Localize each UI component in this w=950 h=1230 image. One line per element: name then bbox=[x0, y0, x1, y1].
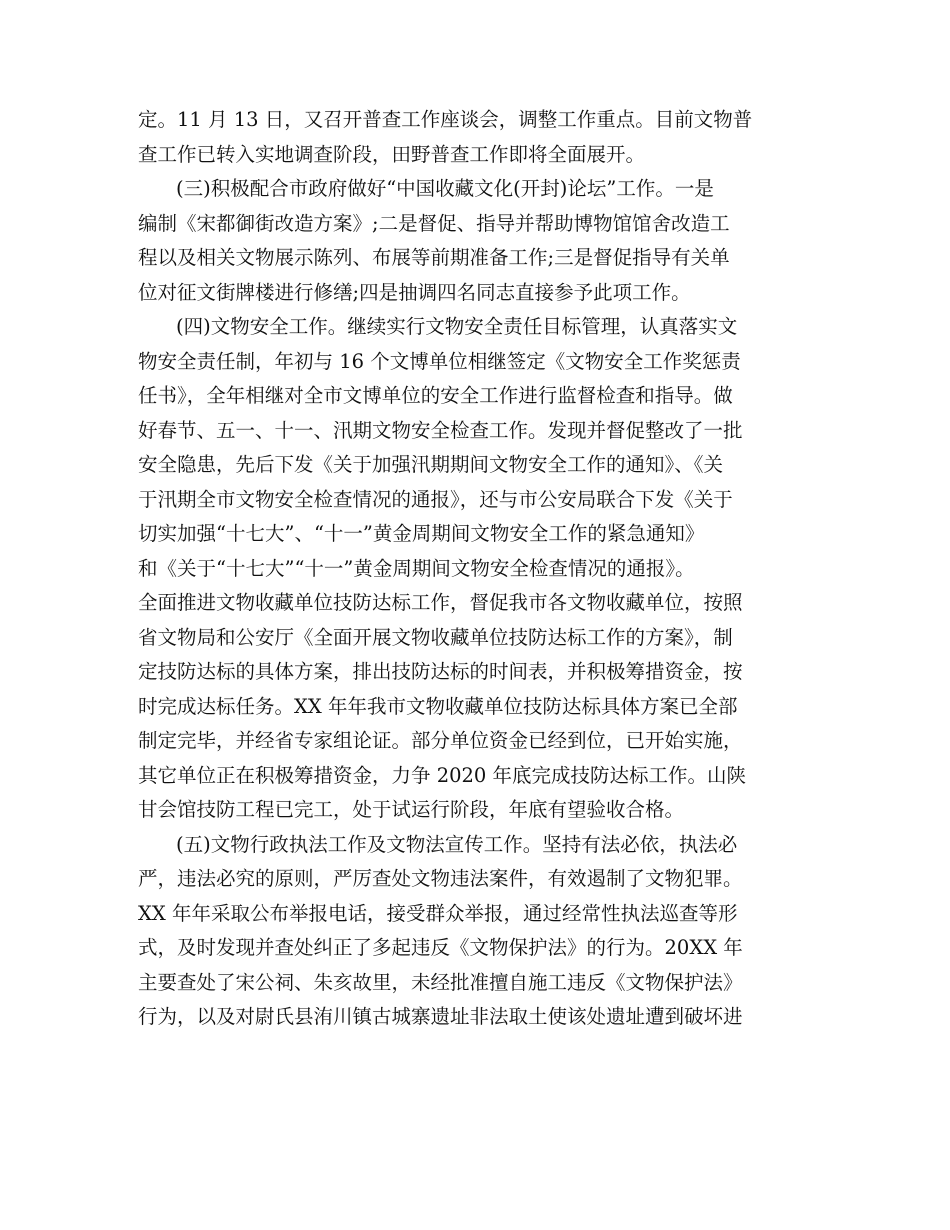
text-line: 程以及相关文物展示陈列、布展等前期准备工作;三是督促指导有关单 bbox=[138, 246, 730, 269]
text-line: 定。11 月 13 日，又召开普查工作座谈会，调整工作重点。目前文物普 bbox=[138, 108, 753, 131]
text-line: 其它单位正在积极筹措资金，力争 2020 年底完成技防达标工作。山陕 bbox=[138, 763, 747, 787]
text-line: XX 年年采取公布举报电话，接受群众举报，通过经常性执法巡查等形 bbox=[138, 901, 738, 925]
text-line: 任书》，全年相继对全市文博单位的安全工作进行监督检查和指导。做 bbox=[138, 384, 733, 407]
text-line: 和《关于“十七大”“十一”黄金周期间文物安全检查情况的通报》。 bbox=[138, 556, 695, 580]
text-line: 行为，以及对尉氏县洧川镇古城寨遗址非法取土使该处遗址遭到破坏进 bbox=[138, 1005, 743, 1028]
text-line: 定技防达标的具体方案，排出技防达标的时间表，并积极筹措资金，按 bbox=[138, 660, 743, 683]
text-line: 省文物局和公安厅《全面开展文物收藏单位技防达标工作的方案》，制 bbox=[138, 625, 733, 649]
section-heading-line: (五)文物行政执法工作及文物法宣传工作。坚持有法必依，执法必 bbox=[176, 832, 738, 856]
text-line: 物安全责任制，年初与 16 个文博单位相继签定《文物安全工作奖惩责 bbox=[138, 349, 741, 373]
section-heading-line: (四)文物安全工作。继续实行文物安全责任目标管理，认真落实文 bbox=[176, 315, 738, 338]
text-line: 安全隐患，先后下发《关于加强汛期期间文物安全工作的通知》、《关 bbox=[138, 453, 724, 476]
text-line: 好春节、五一、十一、汛期文物安全检查工作。发现并督促整改了一批 bbox=[138, 418, 743, 442]
section-heading-line: (三)积极配合市政府做好“中国收藏文化(开封)论坛”工作。一是 bbox=[176, 177, 714, 200]
text-line: 查工作已转入实地调查阶段，田野普查工作即将全面展开。 bbox=[138, 142, 646, 166]
text-line: 全面推进文物收藏单位技防达标工作，督促我市各文物收藏单位，按照 bbox=[138, 591, 743, 614]
text-line: 甘会馆技防工程已完工，处于试运行阶段，年底有望验收合格。 bbox=[138, 798, 685, 821]
text-line: 编制《宋都御街改造方案》;二是督促、指导并帮助博物馆馆舍改造工 bbox=[138, 211, 730, 235]
text-line: 主要查处了宋公祠、朱亥故里，未经批准擅自施工违反《文物保护法》 bbox=[138, 970, 743, 994]
text-line: 时完成达标任务。XX 年年我市文物收藏单位技防达标具体方案已全部 bbox=[138, 694, 738, 718]
text-line: 于汛期全市文物安全检查情况的通报》，还与市公安局联合下发《关于 bbox=[138, 487, 733, 511]
text-line: 严，违法必究的原则，严厉查处文物违法案件，有效遏制了文物犯罪。 bbox=[138, 867, 743, 890]
text-line: 位对征文街牌楼进行修缮;四是抽调四名同志直接参予此项工作。 bbox=[138, 280, 691, 304]
text-line: 制定完毕，并经省专家组论证。部分单位资金已经到位，已开始实施， bbox=[138, 729, 743, 752]
text-line: 式，及时发现并查处纠正了多起违反《文物保护法》的行为。20XX 年 bbox=[138, 936, 743, 959]
body-text bbox=[138, 103, 818, 1035]
text-line: 切实加强“十七大”、“十一”黄金周期间文物安全工作的紧急通知》 bbox=[138, 522, 705, 545]
